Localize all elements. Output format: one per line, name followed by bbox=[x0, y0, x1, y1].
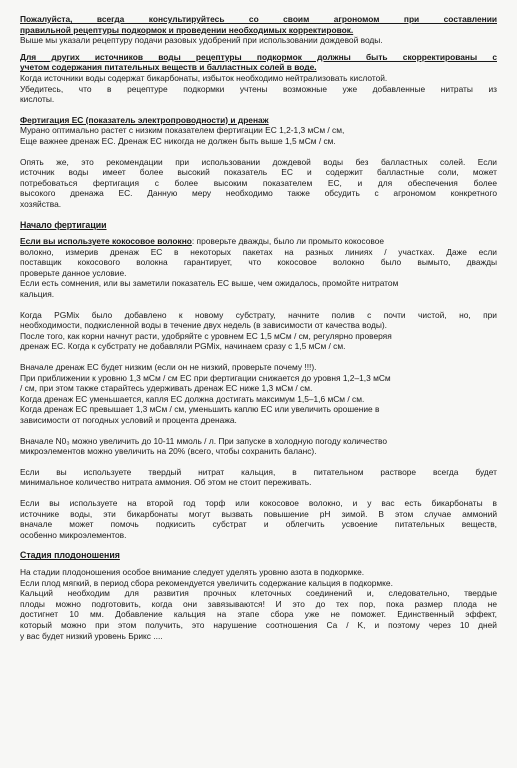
fruiting-paragraph bbox=[20, 567, 497, 641]
drain-line: При приближении к уровню 1,3 мСм / см ЕС при фертигации снижается до уровня 1,2–1,3 мСм bbox=[20, 372, 391, 383]
ec-section bbox=[20, 115, 497, 147]
start-heading: Начало фертигации bbox=[20, 219, 107, 230]
calcium-line: Если вы используете твердый нитрат кальция, в питательном растворе всегда будет bbox=[20, 466, 497, 477]
ec-rain-line: источник воды имеет более высокий показатель ЕС и содержит балластные соли, может bbox=[20, 167, 497, 178]
ec-rain-line: высокого дренажа ЕС. Данную меру необходимо также обсудить с агрономом конкретного bbox=[20, 188, 497, 199]
coco-lead: Если вы используете кокосовое волокно bbox=[20, 236, 192, 247]
coco-line: поставщик кокосового волокна гарантирует, что кокосовое волокно было вымыто, дважды bbox=[20, 257, 497, 268]
calcium-paragraph bbox=[20, 467, 497, 488]
coco-first-line bbox=[20, 236, 497, 247]
coco-first-rest: : проверьте дважды, было ли промыто кокосовое bbox=[191, 236, 385, 247]
second-year-paragraph bbox=[20, 498, 497, 540]
pgmix-line: дренаж ЕС. Когда к субстрату не добавляли PGMix, начинаем сразу с 1,5 мСм / см. bbox=[20, 341, 346, 352]
coco-line: кальция. bbox=[20, 289, 55, 300]
coco-line: Если есть сомнения, или вы заметили показатель ЕС выше, чем ожидалось, промойте нитратом bbox=[20, 278, 399, 289]
fruiting-heading: Стадия плодоношения bbox=[20, 550, 120, 561]
intro-text-line: Выше мы указали рецептуру подачи разовых удобрений при использовании дождевой воды. bbox=[20, 35, 383, 46]
ec-rain-line: хозяйства. bbox=[20, 198, 62, 209]
fruiting-line: На стадии плодоношения особое внимание следует уделять уровню азота в подкормке. bbox=[20, 566, 365, 577]
coco-paragraph bbox=[20, 236, 497, 300]
fruiting-line: достигнет 10 мм. Добавление кальция на этапе сбора уже не поможет. Единственный эффект, bbox=[20, 609, 497, 620]
pgmix-line: Когда PGMix было добавлено к новому субстрату, начните полив с почти чистой, но, при bbox=[20, 309, 497, 320]
ec-heading: Фертигация ЕС (показатель электропроводности) и дренаж bbox=[20, 114, 269, 125]
drain-line: Когда дренаж ЕС превышает 1,3 мСм / см, уменьшить каплю ЕС или увеличить орошение в bbox=[20, 404, 380, 415]
second-year-line: особенно микроэлементов. bbox=[20, 529, 127, 540]
ec-line: Еще важнее дренаж ЕС. Дренаж ЕС никогда не должен быть выше 1,5 мСм / см. bbox=[20, 135, 336, 146]
coco-line: волокно, измерив дренаж ЕС в некоторых пакетах на разных линиях / участках. Даже если bbox=[20, 246, 497, 257]
drain-line: зависимости от погодных условий и процента дренажа. bbox=[20, 415, 237, 425]
intro-bold-line: Пожалуйста, всегда консультируйтесь со своим агрономом при составлении bbox=[20, 14, 497, 24]
fruiting-line: плоды можно подготовить, когда они завязываются! И это до тех пор, пока размер плода не bbox=[20, 598, 497, 609]
ec-rain-paragraph bbox=[20, 157, 497, 210]
second-year-line: Если вы используете на второй год торф или кокосовое волокно, и у вас есть бикарбонаты в bbox=[20, 497, 497, 508]
second-year-line: источнике воды, эти бикарбонаты могут вызвать повышение pH зимой. В этом случае аммоний bbox=[20, 508, 497, 519]
drain-line: Когда дренаж ЕС уменьшается, капля ЕС должна достигать максимум 1,5–1,6 мСм / см. bbox=[20, 393, 365, 404]
other-sources-line: Убедитесь, что в рецептуре подкормки учтены возможные уже добавленные нитраты из bbox=[20, 83, 497, 94]
no3-paragraph bbox=[20, 436, 497, 457]
drain-line: / см, при этом также старайтесь удерживать дренаж ЕС ниже 1,3 мСм / см. bbox=[20, 383, 313, 394]
pgmix-line: необходимости, подкисленной воды в течение двух недель (в зависимости от качества воды). bbox=[20, 320, 387, 331]
drain-paragraph bbox=[20, 362, 497, 426]
ec-line: Мурано оптимально растет с низким показателем фертигации ЕС 1,2-1,3 мСм / см, bbox=[20, 125, 345, 136]
fruiting-line: Кальций необходим для развития прочных клеточных соединений и, следовательно, твердые bbox=[20, 588, 497, 599]
other-sources-bold-line: Для других источников воды рецептуры подкормок должны быть скорректированы с bbox=[20, 51, 497, 62]
other-sources-paragraph bbox=[20, 52, 497, 105]
pgmix-line: После того, как корни начнут расти, удобряйте с уровнем ЕС 1,5 мСм / см, регулярно проверяя bbox=[20, 330, 392, 341]
calcium-line: минимальное количество нитрата аммония. Об этом не стоит переживать. bbox=[20, 477, 312, 488]
drain-line: Вначале дренаж ЕС будет низким (если он не низкий, проверьте почему !!!). bbox=[20, 362, 317, 373]
fruiting-line: у вас будет низкий уровень Брикс .... bbox=[20, 630, 163, 641]
pgmix-paragraph bbox=[20, 310, 497, 352]
other-sources-line: кислоты. bbox=[20, 94, 55, 105]
coco-line: проверьте данное условие. bbox=[20, 267, 127, 278]
second-year-line: вначале может помочь подкисить субстрат и облегчить усвоение питательных веществ, bbox=[20, 519, 497, 530]
intro-paragraph bbox=[20, 14, 497, 46]
other-sources-bold-line: учетом содержания питательных веществ и балластных солей в воде. bbox=[20, 62, 317, 73]
ec-rain-line: потребоваться фертигация с более высоким показателем ЕС, и для обеспечения более bbox=[20, 177, 497, 188]
no3-line: Вначале N0₃ можно увеличить до 10-11 ммоль / л. При запуске в холодную погоду количество bbox=[20, 435, 387, 446]
fruiting-line: Если плод мягкий, в период сбора рекомендуется увеличить содержание кальция в подкормке. bbox=[20, 577, 393, 588]
no3-line: микроэлементов можно увеличить на 20% (всего, чтобы сохранить баланс). bbox=[20, 446, 317, 457]
ec-rain-line: Опять же, это рекомендации при использовании дождевой воды без балластных солей. Если bbox=[20, 156, 497, 167]
other-sources-line: Когда источники воды содержат бикарбонаты, избыток необходимо нейтрализовать кислотой. bbox=[20, 72, 388, 83]
intro-bold-line: правильной рецептуры подкормок и проведении необходимых корректировок. bbox=[20, 24, 354, 35]
fruiting-line: который можно при этом получить, это нарушение соотношения Ca / K, и поэтому через 10 дней bbox=[20, 619, 497, 630]
